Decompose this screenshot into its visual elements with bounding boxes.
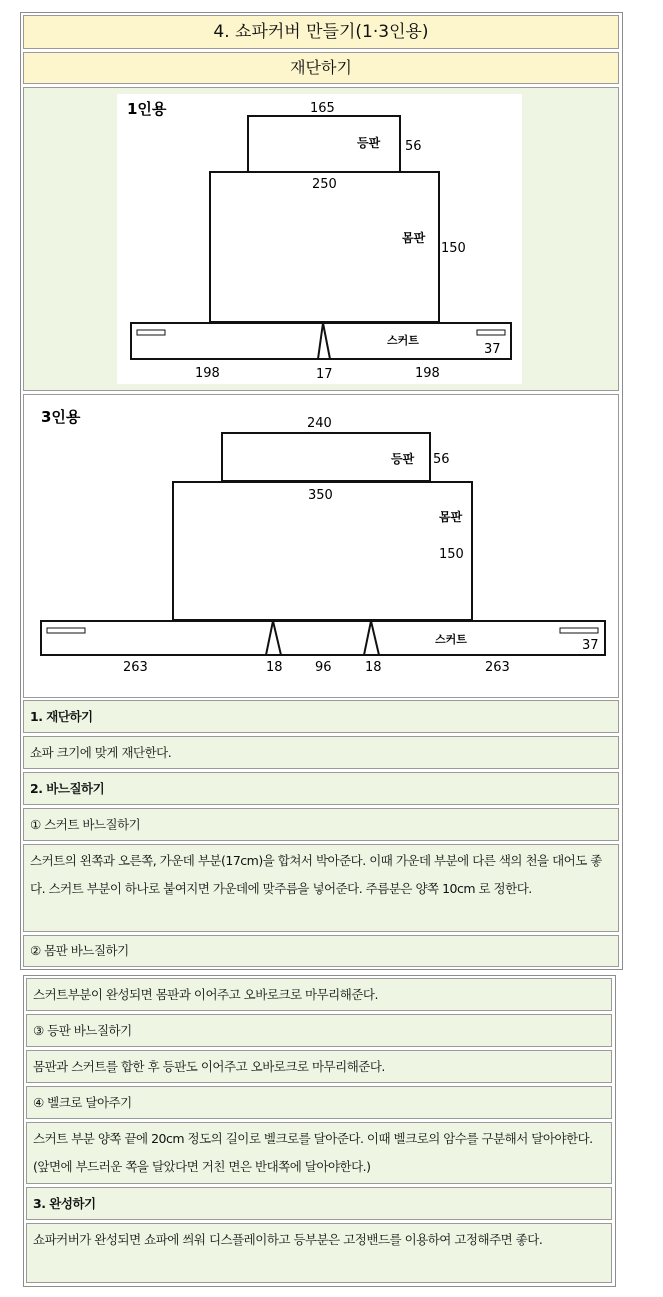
skirt-left-width: 198 (195, 366, 220, 381)
skirt-height-label: 37 (582, 638, 599, 653)
step-2-2-text: 스커트부분이 완성되면 몸판과 이어주고 오바로크로 마무리해준다. (26, 978, 612, 1011)
body-panel (210, 172, 439, 322)
pattern-diagram-3 (25, 396, 617, 696)
skirt-gap2-width: 18 (365, 660, 382, 675)
back-width-label: 240 (307, 416, 332, 431)
step-2-4-heading: ④ 벨크로 달아주기 (26, 1086, 612, 1119)
back-height-label: 56 (433, 452, 450, 467)
step-2-2-heading: ② 몸판 바느질하기 (23, 935, 619, 967)
skirt-right-mark (477, 330, 505, 335)
skirt-left-width: 263 (123, 660, 148, 675)
back-panel-label: 등판 (357, 136, 381, 150)
skirt-label: 스커트 (387, 334, 419, 347)
skirt-right-width: 263 (485, 660, 510, 675)
step-2-3-heading: ③ 등판 바느질하기 (26, 1014, 612, 1047)
skirt-right-width: 198 (415, 366, 440, 381)
diagram-1-label: 1인용 (127, 100, 167, 118)
skirt-label: 스커트 (435, 633, 467, 646)
upper-table (20, 12, 623, 970)
page-title: 4. 쇼파커버 만들기(1·3인용) (23, 15, 619, 49)
skirt-gap1-width: 18 (266, 660, 283, 675)
skirt-left-mark (47, 628, 85, 633)
step-2-4-text: 스커트 부분 양쪽 끝에 20cm 정도의 길이로 벨크로를 달아준다. 이때 벨크로의 암수를 구분해서 달아야한다.(앞면에 부드러운 쪽을 달았다면 거친 면은 반대쪽에 달아야한다.) (26, 1122, 612, 1184)
back-panel-label: 등판 (391, 452, 415, 466)
body-panel-label: 몸판 (402, 231, 426, 245)
back-width-label: 165 (310, 101, 335, 116)
skirt-height-label: 37 (484, 342, 501, 357)
step-2-1-heading: ① 스커트 바느질하기 (23, 808, 619, 841)
skirt-right-mark (560, 628, 598, 633)
step-2-3-text: 몸판과 스커트를 합한 후 등판도 이어주고 오바로크로 마무리해준다. (26, 1050, 612, 1083)
step-3-text: 쇼파커버가 완성되면 쇼파에 씌워 디스플레이하고 등부분은 고정밴드를 이용하여 고정해주면 좋다. (26, 1223, 612, 1283)
skirt-pleat-left (266, 621, 281, 655)
diagram-3-label: 3인용 (41, 408, 81, 426)
step-2-1-text: 스커트의 왼쪽과 오른쪽, 가운데 부분(17cm)을 합쳐서 박아준다. 이때 가운데 부분에 다른 색의 천을 대어도 좋다. 스커트 부분이 하나로 붙여지면 가운데에 맞주름을 넣어준다. 주름분은 양쪽 10cm 로 정한다. (23, 844, 619, 932)
pattern-diagram-1 (117, 94, 522, 384)
body-height-label: 150 (439, 547, 464, 562)
skirt-panel (41, 621, 605, 655)
body-width-label: 350 (308, 488, 333, 503)
body-width-label: 250 (312, 177, 337, 192)
step-1-heading: 1. 재단하기 (23, 700, 619, 733)
skirt-gap-width: 17 (316, 367, 333, 382)
skirt-left-mark (137, 330, 165, 335)
lower-table (23, 975, 616, 1287)
section-subtitle: 재단하기 (23, 52, 619, 84)
diagram-3-cell (23, 394, 619, 698)
step-3-heading: 3. 완성하기 (26, 1187, 612, 1220)
skirt-middle-width: 96 (315, 660, 332, 675)
skirt-pleat (318, 323, 330, 359)
body-height-label: 150 (441, 241, 466, 256)
body-panel-label: 몸판 (439, 510, 463, 524)
skirt-pleat-right (364, 621, 379, 655)
back-height-label: 56 (405, 139, 422, 154)
step-1-text: 쇼파 크기에 맞게 재단한다. (23, 736, 619, 769)
diagram-1-cell (23, 87, 619, 391)
step-2-heading: 2. 바느질하기 (23, 772, 619, 805)
